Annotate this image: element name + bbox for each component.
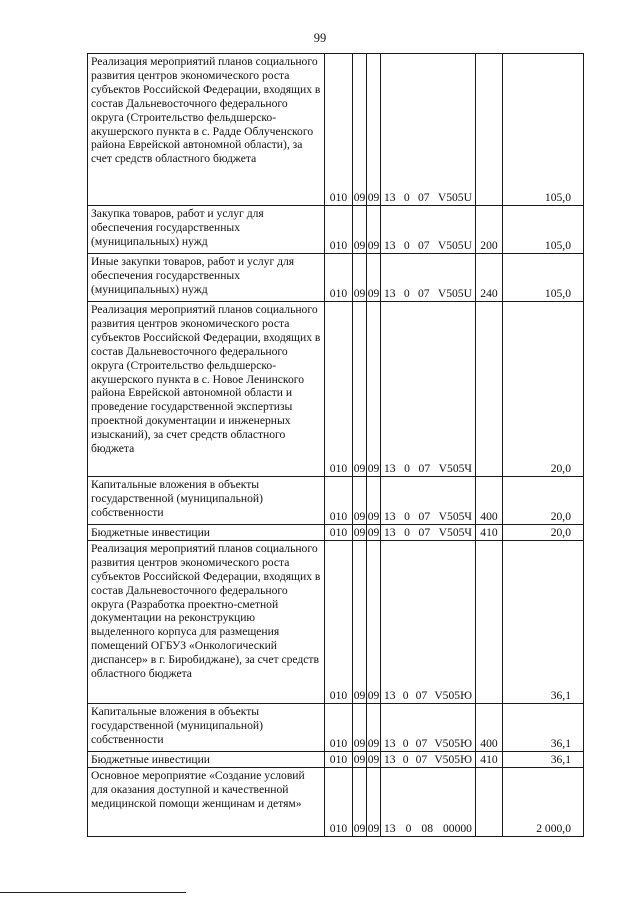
amount-cell: 105,0: [503, 54, 584, 206]
subsection-code-cell: 09: [367, 752, 380, 766]
subsection-code-cell: 09: [367, 302, 381, 477]
target-article-part: 13: [384, 462, 396, 476]
table-row: [88, 703, 584, 751]
target-article-cell: [381, 751, 476, 767]
row-name-cell: Капитальные вложения в объекты государственной (муниципальной) собственности: [88, 477, 325, 525]
target-article-code: [383, 737, 473, 751]
target-article-code: [383, 287, 473, 301]
ministry-code-cell: 010: [325, 302, 353, 477]
ministry-code-cell: 010: [325, 703, 353, 751]
target-article-part: 07: [415, 737, 428, 750]
target-article-code: [383, 510, 473, 524]
target-article-part: 07: [415, 752, 428, 766]
section-code-cell: 09: [353, 540, 367, 703]
section-code-cell: 09: [353, 254, 367, 302]
expense-type-cell: 410: [476, 751, 503, 767]
target-article-code: [383, 191, 473, 205]
target-article-part: 07: [418, 526, 431, 539]
target-article-part: 07: [417, 191, 430, 205]
subsection-code-cell: 09: [367, 206, 381, 254]
target-article-part: 0: [402, 737, 409, 750]
expense-type-cell: 200: [476, 206, 503, 254]
ministry-code-cell: 010: [325, 54, 353, 206]
subsection-code-cell: 09: [367, 767, 381, 836]
target-article-part: 13: [384, 239, 396, 253]
target-article-part: 13: [384, 287, 396, 301]
subsection-code-cell: 09: [367, 526, 380, 539]
target-article-part: 13: [384, 737, 396, 750]
target-article-cell: [381, 540, 476, 703]
ministry-code-cell: 010: [325, 254, 353, 302]
section-code-cell: 09: [353, 703, 367, 751]
row-name-cell: Закупка товаров, работ и услуг для обеспечения государственных (муниципальных) нужд: [88, 206, 325, 254]
target-article-part: V505Ч: [438, 462, 472, 476]
target-article-part: 0: [402, 752, 409, 766]
section-code-cell: 09: [353, 752, 366, 766]
expense-type-cell: [476, 302, 503, 477]
subsection-code-cell: 09: [367, 254, 381, 302]
row-name-cell: Иные закупки товаров, работ и услуг для обеспечения государственных (муниципальных) нужд: [88, 254, 325, 302]
expense-type-cell: 410: [476, 525, 503, 541]
table-row: [88, 767, 584, 836]
target-article-cell: [381, 206, 476, 254]
target-article-part: 0: [404, 462, 410, 476]
expense-type-cell: 400: [476, 703, 503, 751]
amount-cell: 20,0: [503, 525, 584, 541]
table-row: [88, 302, 584, 477]
section-code-cell: 09: [353, 526, 366, 539]
target-article-part: 13: [384, 191, 396, 205]
expense-type-cell: [476, 540, 503, 703]
target-article-cell: [381, 525, 476, 541]
target-article-cell: [381, 703, 476, 751]
subsection-code-cell: 09: [367, 54, 381, 206]
row-name-cell: Реализация мероприятий планов социального развития центров экономического роста субъектов Российской Федерации, входящих в состав Дальневосточного федерального округа (Строительство фельдшерско-акушерского пункта в с. Новое Ленинского района Еврейской автономной области и проведение государственной экспертизы проектной документации и инженерных изысканий), за счет средств областного бюджета: [88, 302, 325, 477]
ministry-code-cell: 010: [325, 767, 353, 836]
amount-cell: 36,1: [503, 540, 584, 703]
ministry-code-cell: 010: [325, 751, 353, 767]
target-article-code: [383, 239, 473, 253]
row-name-cell: Капитальные вложения в объекты государственной (муниципальной) собственности: [88, 703, 325, 751]
target-article-part: 13: [384, 689, 396, 702]
target-article-part: 0: [404, 510, 410, 524]
target-article-part: 0: [402, 689, 409, 702]
target-article-cell: [381, 767, 476, 836]
subsection-code-cell: 09: [367, 703, 381, 751]
target-article-part: 13: [384, 821, 396, 835]
expense-type-cell: [476, 54, 503, 206]
target-article-part: 00000: [442, 821, 472, 835]
target-article-part: V505U: [437, 191, 472, 205]
ministry-code-cell: 010: [325, 525, 353, 541]
row-name-cell: Основное мероприятие «Создание условий для оказания доступной и качественной медицинской помощи женщинам и детям»: [88, 767, 325, 836]
table-row: [88, 254, 584, 302]
target-article-part: V505Ю: [434, 689, 472, 702]
target-article-part: 13: [384, 510, 396, 524]
ministry-code-cell: 010: [325, 540, 353, 703]
section-code-cell: 09: [353, 767, 367, 836]
amount-cell: 105,0: [503, 206, 584, 254]
ministry-code-cell: 010: [325, 477, 353, 525]
amount-cell: 36,1: [503, 751, 584, 767]
target-article-part: V505Ч: [438, 526, 472, 539]
target-article-part: V505Ч: [438, 510, 472, 524]
table-row: [88, 477, 584, 525]
expense-type-cell: [476, 767, 503, 836]
table-row: [88, 54, 584, 206]
target-article-part: V505Ю: [434, 752, 472, 766]
target-article-cell: [381, 54, 476, 206]
table-row: [88, 525, 584, 541]
table-row: [88, 751, 584, 767]
target-article-part: 07: [417, 287, 430, 301]
section-code-cell: 09: [353, 302, 367, 477]
subsection-code-cell: 09: [367, 477, 381, 525]
target-article-part: 13: [384, 752, 396, 766]
target-article-code: [383, 462, 473, 476]
target-article-code: [383, 753, 473, 767]
amount-cell: 2 000,0: [503, 767, 584, 836]
row-name-cell: Реализация мероприятий планов социального развития центров экономического роста субъектов Российской Федерации, входящих в состав Дальневосточного федерального округа (Разработка проектно-сметной документации на реконструкцию выделенного корпуса для размещения помещений ОГБУЗ «Онкологический диспансер» в г. Биробиджане), за счет средств областного бюджета: [88, 540, 325, 703]
target-article-cell: [381, 254, 476, 302]
target-article-part: V505Ю: [434, 737, 472, 750]
section-code-cell: 09: [353, 206, 367, 254]
row-name-cell: Бюджетные инвестиции: [88, 525, 325, 541]
row-name-cell: Реализация мероприятий планов социального развития центров экономического роста субъектов Российской Федерации, входящих в состав Дальневосточного федерального округа (Строительство фельдшерско-акушерского пункта в с. Радде Облученского района Еврейской автономной области), за счет средств областного бюджета: [88, 54, 325, 206]
expense-type-cell: 400: [476, 477, 503, 525]
table-row: [88, 206, 584, 254]
budget-table: [87, 53, 584, 837]
amount-cell: 105,0: [503, 254, 584, 302]
target-article-part: 0: [403, 287, 410, 301]
target-article-code: [383, 689, 473, 703]
target-article-part: 07: [415, 689, 428, 702]
section-code-cell: 09: [353, 54, 367, 206]
target-article-part: 0: [403, 191, 410, 205]
footer-line: [0, 892, 186, 893]
target-article-cell: [381, 477, 476, 525]
target-article-part: 0: [403, 239, 410, 253]
target-article-part: 07: [418, 510, 431, 524]
amount-cell: 20,0: [503, 477, 584, 525]
page-number: 99: [313, 31, 327, 45]
row-name-cell: Бюджетные инвестиции: [88, 751, 325, 767]
target-article-part: V505U: [437, 287, 472, 301]
target-article-part: 13: [384, 526, 396, 539]
expense-type-cell: 240: [476, 254, 503, 302]
target-article-part: 07: [417, 239, 430, 253]
target-article-part: 0: [404, 526, 410, 539]
target-article-code: [383, 822, 473, 836]
table-row: [88, 540, 584, 703]
target-article-part: 0: [405, 821, 412, 835]
target-article-part: 07: [418, 462, 431, 476]
section-code-cell: 09: [353, 477, 367, 525]
ministry-code-cell: 010: [325, 206, 353, 254]
target-article-part: 08: [421, 821, 433, 835]
target-article-part: V505U: [437, 239, 472, 253]
amount-cell: 20,0: [503, 302, 584, 477]
amount-cell: 36,1: [503, 703, 584, 751]
target-article-code: [383, 526, 473, 540]
target-article-cell: [381, 302, 476, 477]
subsection-code-cell: 09: [367, 540, 381, 703]
